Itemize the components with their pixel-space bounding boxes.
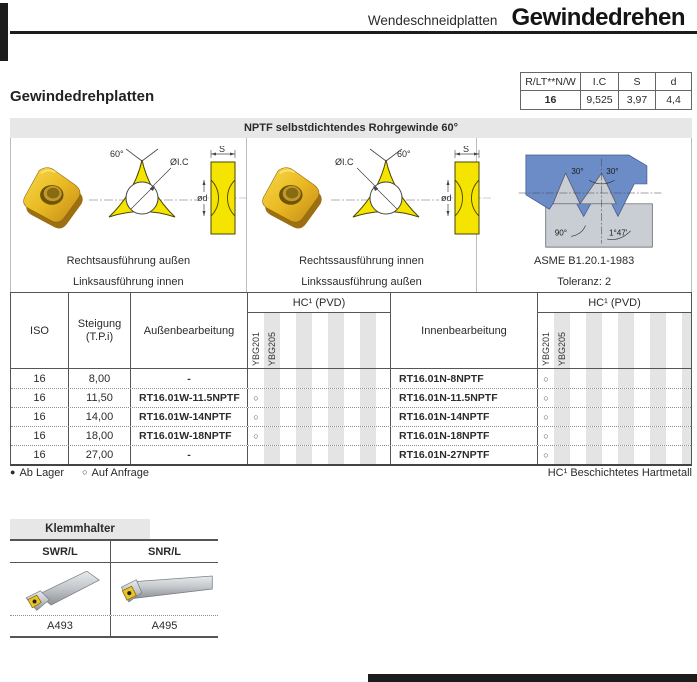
- tpi-value: 14,00: [69, 408, 131, 426]
- col-innenbearbeitung: Innenbearbeitung: [391, 293, 538, 368]
- legend: [10, 467, 692, 479]
- toolholder-image-row: [10, 563, 218, 616]
- graphics-external: [11, 138, 247, 292]
- on-request-icon: ○: [543, 412, 549, 422]
- col-aussenbearbeitung: Außenbearbeitung: [131, 293, 248, 368]
- products-table-header: [11, 293, 691, 369]
- spec-value-cell: 4,4: [666, 94, 681, 106]
- external-stock-cell: [248, 408, 391, 426]
- spec-header-cell: I.C: [581, 73, 619, 91]
- angle-90-label: 90°: [555, 228, 568, 238]
- internal-stock-cell: [538, 389, 691, 407]
- toolholder-type-swrl: SWR/L: [42, 545, 78, 558]
- toolholder-table: [10, 539, 218, 638]
- angle-30-left-label: 30°: [571, 167, 584, 176]
- external-product: -: [131, 446, 248, 464]
- toolholder-model-a493: A493: [47, 620, 73, 632]
- toolholder-image-cell: [110, 563, 218, 615]
- on-request-icon: ○: [543, 373, 549, 384]
- ic-label: ØI.C: [170, 157, 189, 167]
- toolholder-model-row: [10, 616, 218, 638]
- col-steigung: [69, 293, 131, 368]
- external-product: RT16.01W-14NPTF: [131, 408, 248, 426]
- hc-footnote: HC¹ Beschichtetes Hartmetall: [547, 467, 692, 479]
- thread-profile-diagram: [505, 146, 675, 258]
- col-iso: ISO: [11, 293, 69, 368]
- toolholder-section: [10, 519, 218, 638]
- table-row: [11, 426, 691, 445]
- banner-text: NPTF selbstdichtendes Rohrgewinde 60°: [243, 122, 459, 134]
- external-stock-cell: [248, 389, 391, 407]
- spec-value-cell: 3,97: [619, 91, 656, 109]
- on-request-icon: ○: [82, 467, 88, 477]
- on-request-icon: ○: [253, 431, 259, 441]
- stock-legend: [10, 467, 149, 479]
- external-stock-cell: [248, 446, 391, 464]
- external-product: RT16.01W-11.5NPTF: [131, 389, 248, 407]
- on-request-icon: ○: [543, 431, 549, 441]
- d-dim-label: ød: [197, 193, 208, 203]
- table-row: [11, 445, 691, 464]
- grade-stripes: [538, 313, 691, 368]
- caption: ASME B1.20.1-1983: [534, 255, 635, 267]
- hc-pvd-label: HC¹ (PVD): [538, 293, 691, 313]
- angle-label: 60°: [396, 149, 411, 159]
- header-rule: [10, 31, 697, 34]
- col-steigung-line1: Steigung: [77, 317, 122, 330]
- insert-photo: [14, 158, 86, 230]
- internal-product: RT16.01N-27NPTF: [391, 446, 538, 464]
- section-heading: Gewindedrehplatten: [10, 88, 155, 105]
- internal-stock-cell: [538, 446, 691, 464]
- on-request-icon: ○: [543, 393, 549, 403]
- insert-graphics: [10, 138, 692, 292]
- toolholder-section-title: Klemmhalter: [10, 519, 150, 539]
- grade-ybg205-label: YBG205: [557, 331, 567, 366]
- grade-ybg201-label: YBG201: [251, 331, 261, 366]
- tpi-value: 11,50: [69, 389, 131, 407]
- table-row: [11, 407, 691, 426]
- internal-stock-cell: [538, 408, 691, 426]
- internal-product: RT16.01N-11.5NPTF: [391, 389, 538, 407]
- toolholder-model-a495: A495: [110, 616, 218, 636]
- toolholder-type-snrl: SNR/L: [110, 541, 218, 562]
- left-page-marker: [0, 3, 8, 61]
- internal-stock-cell: [538, 427, 691, 445]
- external-stock-cell: [248, 369, 391, 388]
- table-row: [11, 369, 691, 388]
- iso-value: 16: [11, 446, 69, 464]
- graphics-internal: [247, 138, 478, 292]
- caption: Toleranz: 2: [557, 276, 612, 288]
- spec-header-cell: d: [656, 73, 691, 91]
- internal-stock-cell: [538, 369, 691, 388]
- products-table: [10, 292, 692, 466]
- internal-toolholder-image: [114, 566, 216, 612]
- caption: Linkssausführung außen: [301, 276, 422, 288]
- caption: Rechtsausführung außen: [66, 255, 191, 267]
- grade-ybg205-label: YBG205: [267, 331, 277, 366]
- angle-label: 60°: [110, 149, 124, 159]
- toolholder-image-cell: [10, 563, 110, 615]
- thread-type-banner: [10, 118, 692, 138]
- insert-front-drawing: [87, 146, 199, 250]
- grade-stripes: [248, 313, 390, 368]
- caption: Rechtssausführung innen: [299, 255, 424, 267]
- table-row: [11, 388, 691, 407]
- s-dim-label: S: [462, 146, 469, 154]
- internal-product: RT16.01N-18NPTF: [391, 427, 538, 445]
- col-steigung-line2: (T.P.i): [85, 330, 114, 343]
- external-toolholder-image: [13, 564, 107, 614]
- external-stock-cell: [248, 427, 391, 445]
- insert-side-drawing: [197, 146, 247, 250]
- spec-value-cell: 16: [521, 91, 581, 109]
- in-stock-icon: ●: [10, 467, 16, 477]
- graphics-profile: [477, 138, 691, 292]
- spec-header-cell: R/LT**N/W: [521, 73, 581, 91]
- toolholder-header-row: [10, 541, 218, 563]
- iso-value: 16: [11, 427, 69, 445]
- page-header: [368, 4, 685, 32]
- caption: Linksausführung innen: [72, 276, 184, 288]
- page-title: Gewindedrehen: [511, 4, 685, 31]
- hc-pvd-label: HC¹ (PVD): [248, 293, 390, 313]
- spec-header-cell: S: [619, 73, 656, 91]
- insert-photo: [253, 158, 325, 230]
- header-category: Wendeschneidplatten: [367, 13, 498, 28]
- tpi-value: 27,00: [69, 446, 131, 464]
- spec-table: [520, 72, 692, 110]
- grade-ybg201-label: YBG201: [541, 331, 551, 366]
- ic-label: ØI.C: [334, 157, 354, 167]
- iso-value: 16: [11, 408, 69, 426]
- on-request-icon: ○: [543, 450, 549, 460]
- bottom-page-marker: [368, 674, 697, 682]
- external-product: -: [131, 369, 248, 388]
- col-hc-pvd-external: [248, 293, 391, 368]
- insert-front-drawing: [329, 146, 441, 250]
- on-request-icon: ○: [253, 412, 259, 422]
- s-dim-label: S: [219, 146, 226, 154]
- on-request-label: Auf Anfrage: [91, 467, 150, 479]
- d-dim-label: ød: [440, 193, 452, 203]
- angle-30-right-label: 30°: [606, 167, 619, 176]
- angle-147-label: 1°47': [609, 228, 628, 238]
- external-product: RT16.01W-18NPTF: [131, 427, 248, 445]
- spec-value-cell: 9,525: [581, 91, 619, 109]
- tpi-value: 18,00: [69, 427, 131, 445]
- in-stock-label: Ab Lager: [19, 467, 65, 479]
- internal-product: RT16.01N-14NPTF: [391, 408, 538, 426]
- internal-product: RT16.01N-8NPTF: [391, 369, 538, 388]
- tpi-value: 8,00: [69, 369, 131, 388]
- on-request-icon: ○: [253, 393, 259, 403]
- iso-value: 16: [11, 369, 69, 388]
- iso-value: 16: [11, 389, 69, 407]
- col-hc-pvd-internal: [538, 293, 691, 368]
